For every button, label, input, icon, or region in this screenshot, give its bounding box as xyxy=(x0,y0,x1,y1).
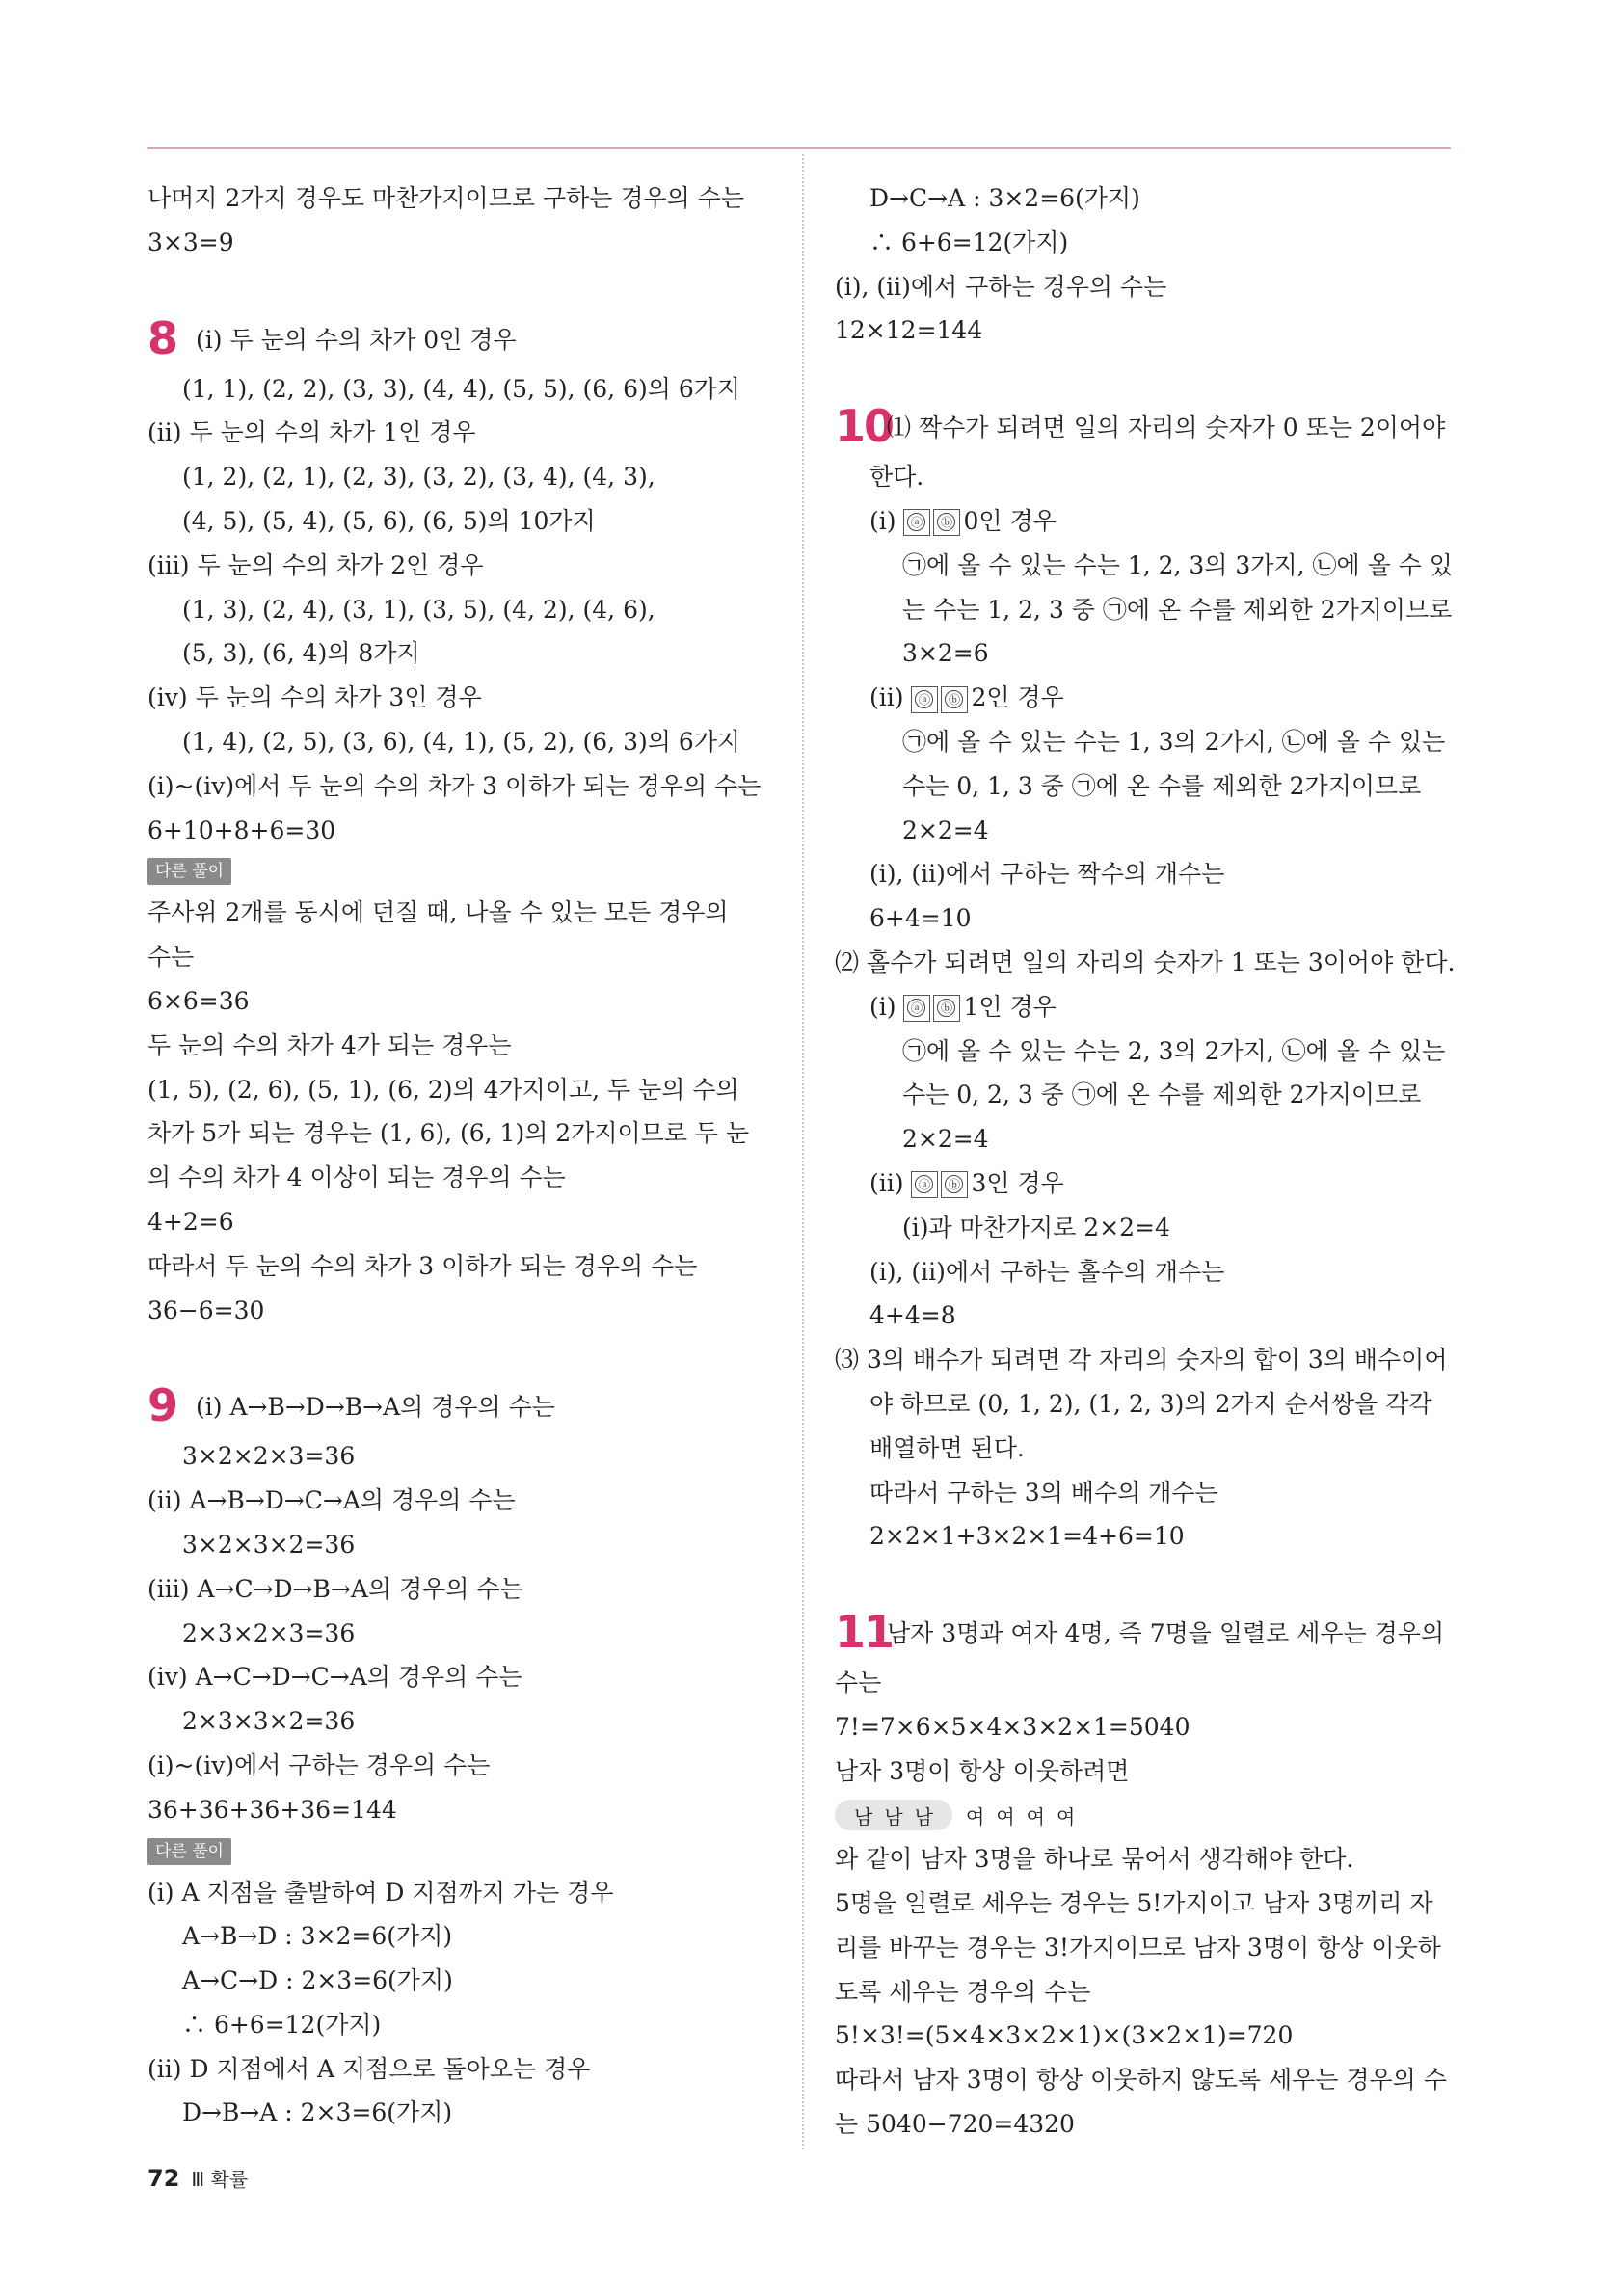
text-line: D→B→A : 2×3=6(가지) xyxy=(182,2098,453,2127)
text-line: (ⅰ)~(ⅳ)에서 구하는 경우의 수는 xyxy=(147,1750,491,1779)
text-line: (1, 2), (2, 1), (2, 3), (3, 2), (3, 4), (4, 3), xyxy=(182,463,655,492)
text-line: 의 수의 차가 4 이상이 되는 경우의 수는 xyxy=(147,1163,566,1192)
text-line: (ⅰ) 두 눈의 수의 차가 0인 경우 xyxy=(196,325,517,354)
text-line: 리를 바꾸는 경우는 3!가지이므로 남자 3명이 항상 이웃하 xyxy=(835,1933,1441,1962)
text-line: (ⅱ) A→B→D→C→A의 경우의 수는 xyxy=(147,1486,516,1515)
female-label: 여 xyxy=(1026,1804,1045,1829)
male-group xyxy=(835,1800,952,1830)
text-line: (1, 4), (2, 5), (3, 6), (4, 1), (5, 2), (6, 3)의 6가지 xyxy=(182,727,741,756)
text-line: ㉠에 올 수 있는 수는 2, 3의 2가지, ㉡에 올 수 있는 xyxy=(902,1036,1446,1065)
problem-number: 8 xyxy=(147,311,177,364)
case-line xyxy=(835,676,1461,720)
column-divider xyxy=(802,154,804,2149)
text-line: 3×2×3×2=36 xyxy=(182,1530,356,1559)
digit-box-2: ⓑ xyxy=(941,1171,968,1198)
text-line: (ⅳ) 두 눈의 수의 차가 3인 경우 xyxy=(147,683,482,712)
text-line: (1, 3), (2, 4), (3, 1), (3, 5), (4, 2), (4, 6), xyxy=(182,595,655,624)
text-line: 한다. xyxy=(869,463,924,492)
digit-box-2: ⓑ xyxy=(933,995,960,1022)
text-line: 따라서 구하는 3의 배수의 개수는 xyxy=(869,1478,1218,1507)
text-line: 6+4=10 xyxy=(869,904,972,933)
female-label: 여 xyxy=(996,1804,1015,1829)
text-line: 남자 3명이 항상 이웃하려면 xyxy=(835,1756,1130,1785)
text-line: 12×12=144 xyxy=(835,316,983,345)
text-line: 6×6=36 xyxy=(147,986,250,1015)
digit-box-2: ⓑ xyxy=(941,686,968,713)
text-line: 2×2=4 xyxy=(902,815,989,844)
text-line: (ⅲ) 두 눈의 수의 차가 2인 경우 xyxy=(147,550,484,579)
alt-solution-badge: 다른 풀이 xyxy=(147,858,231,885)
page-number: 72 xyxy=(147,2164,180,2192)
text-line: ⑶ 3의 배수가 되려면 각 자리의 숫자의 합이 3의 배수이어 xyxy=(835,1346,1448,1375)
text-line: 두 눈의 수의 차가 4가 되는 경우는 xyxy=(147,1030,512,1059)
text-line: 3×3=9 xyxy=(147,227,234,256)
text-line: ⑴ 짝수가 되려면 일의 자리의 숫자가 0 또는 2이어야 xyxy=(887,414,1446,442)
text-line: 3×2×2×3=36 xyxy=(182,1442,356,1471)
text-line: (1, 5), (2, 6), (5, 1), (6, 2)의 4가지이고, 두 눈의 수의 xyxy=(147,1075,739,1104)
text-line: (ⅰ), (ⅱ)에서 구하는 홀수의 개수는 xyxy=(869,1257,1225,1286)
text-line: ㉠에 올 수 있는 수는 1, 3의 2가지, ㉡에 올 수 있는 xyxy=(902,727,1446,756)
right-column xyxy=(835,176,1461,2147)
text-line: 36+36+36+36=144 xyxy=(147,1795,397,1824)
text-line: 2×2=4 xyxy=(902,1125,989,1154)
chapter-label: Ⅲ 확률 xyxy=(191,2168,249,2191)
text-line: 는 5040−720=4320 xyxy=(835,2110,1075,2139)
text-line: 주사위 2개를 동시에 던질 때, 나올 수 있는 모든 경우의 xyxy=(147,898,729,927)
page-footer xyxy=(147,2164,248,2192)
text-line: (ⅰ) A 지점을 출발하여 D 지점까지 가는 경우 xyxy=(147,1878,614,1907)
case-text: 0인 경우 xyxy=(963,506,1057,535)
text-line: A→B→D : 3×2=6(가지) xyxy=(182,1922,453,1951)
text-line: 나머지 2가지 경우도 마찬가지이므로 구하는 경우의 수는 xyxy=(147,184,745,212)
male-label: 남 xyxy=(854,1804,873,1829)
text-line: ⑵ 홀수가 되려면 일의 자리의 숫자가 1 또는 3이어야 한다. xyxy=(835,948,1456,976)
text-line: 36−6=30 xyxy=(147,1295,265,1324)
text-line: 따라서 남자 3명이 항상 이웃하지 않도록 세우는 경우의 수 xyxy=(835,2066,1447,2095)
text-line: (ⅳ) A→C→D→C→A의 경우의 수는 xyxy=(147,1663,522,1692)
female-label: 여 xyxy=(965,1804,985,1829)
digit-box-1: ⓐ xyxy=(903,509,930,536)
text-line: 수는 0, 2, 3 중 ㉠에 온 수를 제외한 2가지이므로 xyxy=(902,1081,1422,1109)
problem-10-header xyxy=(835,397,1461,455)
digit-box-1: ⓐ xyxy=(911,686,938,713)
text-line: ㉠에 올 수 있는 수는 1, 2, 3의 3가지, ㉡에 올 수 있 xyxy=(902,550,1453,579)
text-line: (ⅰ), (ⅱ)에서 구하는 짝수의 개수는 xyxy=(869,860,1225,889)
text-line: 야 하므로 (0, 1, 2), (1, 2, 3)의 2가지 순서쌍을 각각 xyxy=(869,1389,1432,1418)
text-line: (1, 1), (2, 2), (3, 3), (4, 4), (5, 5), (6, 6)의 6가지 xyxy=(182,374,741,403)
case-line xyxy=(835,985,1461,1029)
text-line: 배열하면 된다. xyxy=(869,1433,1025,1462)
text-line: 는 수는 1, 2, 3 중 ㉠에 온 수를 제외한 2가지이므로 xyxy=(902,595,1453,624)
female-label: 여 xyxy=(1056,1804,1076,1829)
text-line: (ⅰ)과 마찬가지로 2×2=4 xyxy=(902,1213,1170,1241)
problem-9-header xyxy=(147,1376,772,1434)
digit-box-2: ⓑ xyxy=(933,509,960,536)
text-line: 3×2=6 xyxy=(902,639,989,668)
text-line: 따라서 두 눈의 수의 차가 3 이하가 되는 경우의 수는 xyxy=(147,1251,698,1280)
problem-number: 9 xyxy=(147,1379,177,1432)
alt-solution-badge: 다른 풀이 xyxy=(147,1838,231,1865)
text-line: (ⅲ) A→C→D→B→A의 경우의 수는 xyxy=(147,1574,523,1603)
digit-box-1: ⓐ xyxy=(903,995,930,1022)
problem-8-header xyxy=(147,309,772,367)
text-line: (5, 3), (6, 4)의 8가지 xyxy=(182,639,420,668)
problem-number: 11 xyxy=(835,1606,894,1659)
case-label: (ⅱ) xyxy=(869,683,904,712)
case-line xyxy=(835,499,1461,544)
text-line: 2×3×2×3=36 xyxy=(182,1618,356,1647)
text-line: 5명을 일렬로 세우는 경우는 5!가지이고 남자 3명끼리 자 xyxy=(835,1889,1433,1918)
text-line: ∴ 6+6=12(가지) xyxy=(869,227,1069,256)
top-rule xyxy=(147,147,1451,149)
text-line: 6+10+8+6=30 xyxy=(147,815,336,844)
text-line: 4+4=8 xyxy=(869,1301,956,1330)
text-line: 수는 0, 1, 3 중 ㉠에 온 수를 제외한 2가지이므로 xyxy=(902,771,1422,800)
text-line: (ⅱ) 두 눈의 수의 차가 1인 경우 xyxy=(147,418,476,447)
text-line: 2×2×1+3×2×1=4+6=10 xyxy=(869,1522,1185,1551)
text-line: (4, 5), (5, 4), (5, 6), (6, 5)의 10가지 xyxy=(182,506,596,535)
case-label: (ⅰ) xyxy=(869,992,896,1021)
arrangement-diagram xyxy=(835,1794,1461,1838)
text-line: 7!=7×6×5×4×3×2×1=5040 xyxy=(835,1712,1190,1741)
text-line: ∴ 6+6=12(가지) xyxy=(182,2010,382,2039)
case-label: (ⅱ) xyxy=(869,1168,904,1197)
text-line: 수는 xyxy=(147,943,195,972)
text-line: 도록 세우는 경우의 수는 xyxy=(835,1977,1091,2006)
problem-11-header xyxy=(835,1603,1461,1661)
digit-box-1: ⓐ xyxy=(911,1171,938,1198)
text-line: 남자 3명과 여자 4명, 즉 7명을 일렬로 세우는 경우의 xyxy=(887,1619,1445,1648)
text-line: 와 같이 남자 3명을 하나로 묶어서 생각해야 한다. xyxy=(835,1845,1354,1874)
problem-number: 10 xyxy=(835,400,894,453)
case-text: 2인 경우 xyxy=(971,683,1064,712)
text-line: D→C→A : 3×2=6(가지) xyxy=(869,184,1140,212)
text-line: 수는 xyxy=(835,1669,882,1697)
case-text: 1인 경우 xyxy=(963,992,1057,1021)
text-line: 2×3×3×2=36 xyxy=(182,1707,356,1736)
case-line xyxy=(835,1161,1461,1206)
text-line: (ⅰ), (ⅱ)에서 구하는 경우의 수는 xyxy=(835,272,1167,301)
text-line: (ⅰ)~(ⅳ)에서 두 눈의 수의 차가 3 이하가 되는 경우의 수는 xyxy=(147,771,762,800)
text-line: 5!×3!=(5×4×3×2×1)×(3×2×1)=720 xyxy=(835,2021,1294,2050)
left-column xyxy=(147,176,772,2135)
text-line: (ⅰ) A→B→D→B→A의 경우의 수는 xyxy=(196,1393,555,1422)
text-line: (ⅱ) D 지점에서 A 지점으로 돌아오는 경우 xyxy=(147,2054,591,2083)
male-label: 남 xyxy=(884,1804,903,1829)
case-label: (ⅰ) xyxy=(869,506,896,535)
text-line: 차가 5가 되는 경우는 (1, 6), (6, 1)의 2가지이므로 두 눈 xyxy=(147,1119,750,1148)
case-text: 3인 경우 xyxy=(971,1168,1064,1197)
text-line: A→C→D : 2×3=6(가지) xyxy=(182,1966,453,1995)
male-label: 남 xyxy=(914,1804,933,1829)
text-line: 4+2=6 xyxy=(147,1207,234,1236)
